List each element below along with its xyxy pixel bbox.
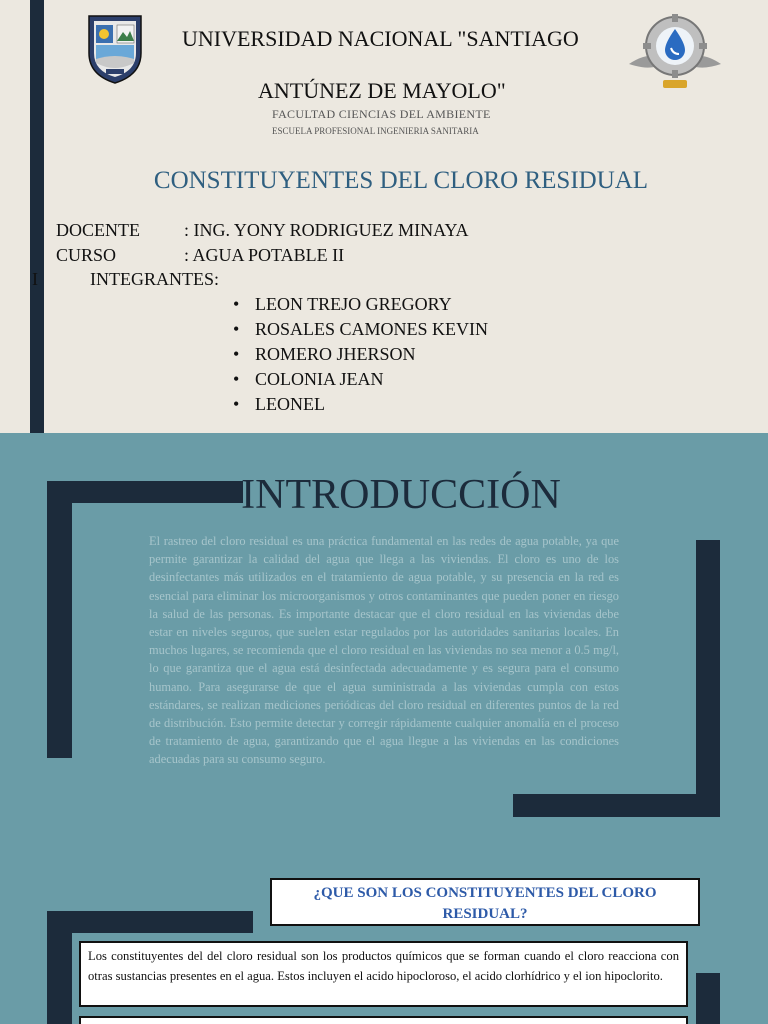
question-heading-box: ¿QUE SON LOS CONSTITUYENTES DEL CLORO RESIDUAL?	[270, 878, 700, 926]
frame-right-vertical	[696, 540, 720, 817]
engineering-emblem-logo	[627, 12, 723, 90]
list-item	[233, 369, 488, 394]
frame-lower-left-horizontal	[47, 911, 253, 933]
cover-slide	[0, 0, 768, 433]
faculty-name: FACULTAD CIENCIAS DEL AMBIENTE	[272, 107, 491, 121]
list-item	[233, 344, 488, 369]
definition-box: Los constituyentes del del cloro residual son los productos químicos que se forman cuando el cloro reacciona con otras sustancias presentes en el agua. Estos incluyen el acido hipocloroso, el acido clorhídrico y el ion hipoclorito.	[79, 941, 688, 1007]
university-name-line1: UNIVERSIDAD NACIONAL "SANTIAGO	[182, 26, 579, 51]
list-item	[233, 394, 488, 419]
bullet-icon: •	[233, 294, 240, 314]
list-item	[233, 294, 488, 319]
member-name: ROSALES CAMONES KEVIN	[255, 319, 489, 339]
list-item	[233, 319, 488, 344]
stray-marker: I	[32, 269, 38, 289]
vertical-accent-bar	[30, 0, 44, 433]
docente-label: DOCENTE	[56, 220, 140, 240]
frame-right-horizontal	[513, 794, 720, 817]
bullet-icon: •	[233, 319, 240, 339]
frame-lower-right-vertical	[696, 973, 720, 1024]
bullet-icon: •	[233, 394, 240, 414]
docente-value: : ING. YONY RODRIGUEZ MINAYA	[184, 220, 469, 240]
school-name: ESCUELA PROFESIONAL INGENIERIA SANITARIA	[272, 126, 479, 136]
introduction-heading: INTRODUCCIÓN	[241, 472, 561, 518]
members-list	[233, 294, 488, 419]
university-name-line2: ANTÚNEZ DE MAYOLO"	[258, 78, 506, 103]
introduction-slide	[0, 433, 768, 1024]
introduction-paragraph: El rastreo del cloro residual es una práctica fundamental en las redes de agua potable, ya que permite garantizar la calidad del agua que llega a las viviendas. El cloro es uno de los desinfectantes más utilizados en el tratamiento de agua potable, y su presencia en la red es esencial para eliminar los microorganismos y otros contaminantes que pueden poner en riesgo la salud de las personas. Es importante destacar que el cloro residual en las viviendas debe estar en niveles seguros, que suelen estar regulados por las autoridades sanitarias locales. En muchos lugares, se recomienda que el cloro residual en las viviendas no sea menor a 0.5 mg/l, lo que garantiza que el agua está desinfectada adecuadamente y es segura para el consumo humano. Para asegurarse de que el agua suministrada a las viviendas cumpla con estos estándares, se realizan mediciones periódicas del cloro residual en diferentes puntos de la red de distribución. Esto permite detectar y corregir rápidamente cualquier anomalía en el proceso de tratamiento de agua, garantizando que el agua llegue a las viviendas en las condiciones adecuadas para su consumo seguro.	[149, 534, 619, 767]
document-title: CONSTITUYENTES DEL CLORO RESIDUAL	[153, 167, 649, 194]
next-content-box	[79, 1016, 688, 1024]
curso-value: : AGUA POTABLE II	[184, 245, 345, 265]
frame-lower-left-vertical	[47, 911, 72, 1024]
university-shield-logo	[86, 13, 144, 85]
bullet-icon: •	[233, 344, 240, 364]
member-name: COLONIA JEAN	[255, 369, 384, 389]
frame-top-left-vertical	[47, 481, 72, 758]
member-name: LEON TREJO GREGORY	[255, 294, 452, 314]
integrantes-label: INTEGRANTES:	[90, 269, 219, 289]
member-name: ROMERO JHERSON	[255, 344, 416, 364]
curso-label: CURSO	[56, 245, 117, 265]
bullet-icon: •	[233, 369, 240, 389]
member-name: LEONEL	[255, 394, 325, 414]
